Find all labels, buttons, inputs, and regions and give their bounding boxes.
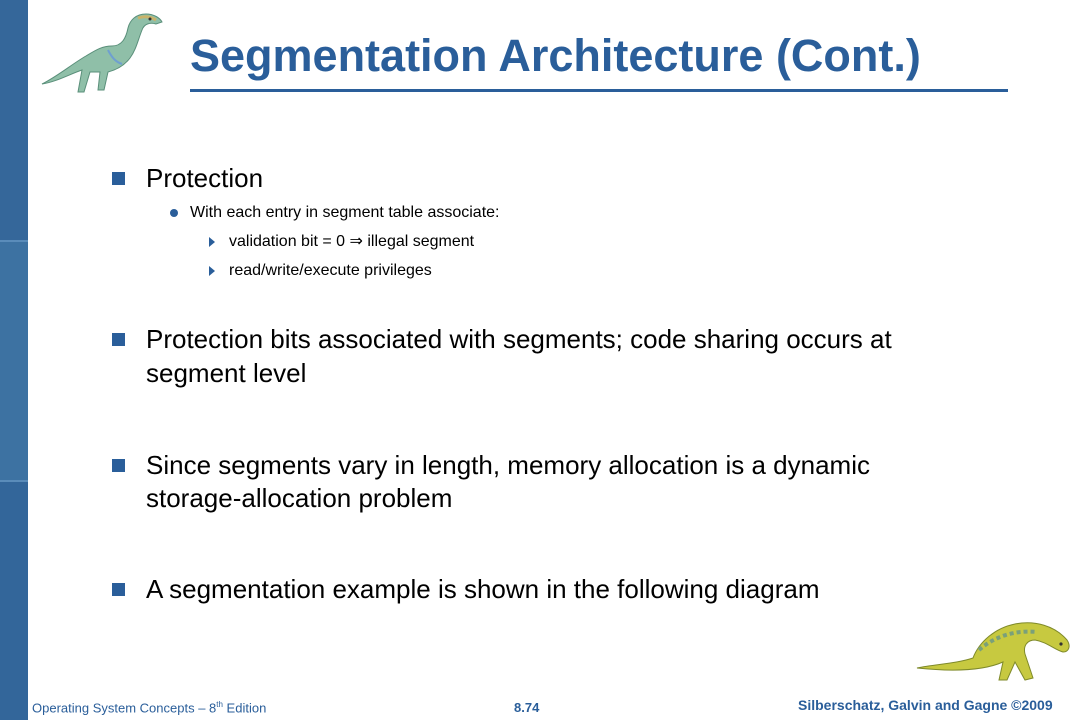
bullet-marker: [112, 583, 125, 596]
bullet-marker: [112, 459, 125, 472]
arrow-bullet-icon: [209, 266, 215, 276]
bullet-text-continued: storage-allocation problem: [146, 483, 453, 513]
bullet-text: A segmentation example is shown in the following diagram: [146, 574, 820, 604]
sub-sub-bullet-text: read/write/execute privileges: [229, 262, 432, 279]
sub-bullet-dot: [170, 209, 178, 217]
page-number: 8.74: [514, 700, 540, 715]
sub-bullet-text: With each entry in segment table associate:: [190, 204, 500, 221]
bullet-marker: [112, 172, 125, 185]
footer-copyright: Silberschatz, Galvin and Gagne ©2009: [798, 697, 1053, 713]
dinosaur-logo-icon: [38, 6, 168, 98]
bullet-text-continued: segment level: [146, 358, 307, 388]
sidebar-band: [0, 0, 28, 240]
footer-book-suffix: Edition: [222, 700, 267, 716]
sidebar-band: [0, 240, 28, 480]
footer-book-sup: th: [216, 700, 223, 709]
bullet-text: Since segments vary in length, memory allocation is a dynamic: [146, 450, 870, 480]
sidebar-divider: [0, 240, 28, 242]
title-underline: [190, 89, 1008, 92]
sub-sub-bullet-text: validation bit = 0 ⇒ illegal segment: [229, 233, 475, 250]
sidebar-divider: [0, 480, 28, 482]
sidebar-band: [0, 480, 28, 720]
footer-book-prefix: Operating System Concepts – 8: [32, 700, 217, 716]
bullet-marker: [112, 333, 125, 346]
dinosaur-logo-icon: [915, 606, 1075, 690]
footer-book-title: [32, 700, 266, 715]
sidebar-stripe: [0, 0, 28, 720]
slide-title: Segmentation Architecture (Cont.): [190, 30, 921, 81]
bullet-text: Protection: [146, 163, 264, 193]
arrow-bullet-icon: [209, 237, 215, 247]
bullet-text: Protection bits associated with segments; code sharing occurs at: [146, 324, 892, 354]
